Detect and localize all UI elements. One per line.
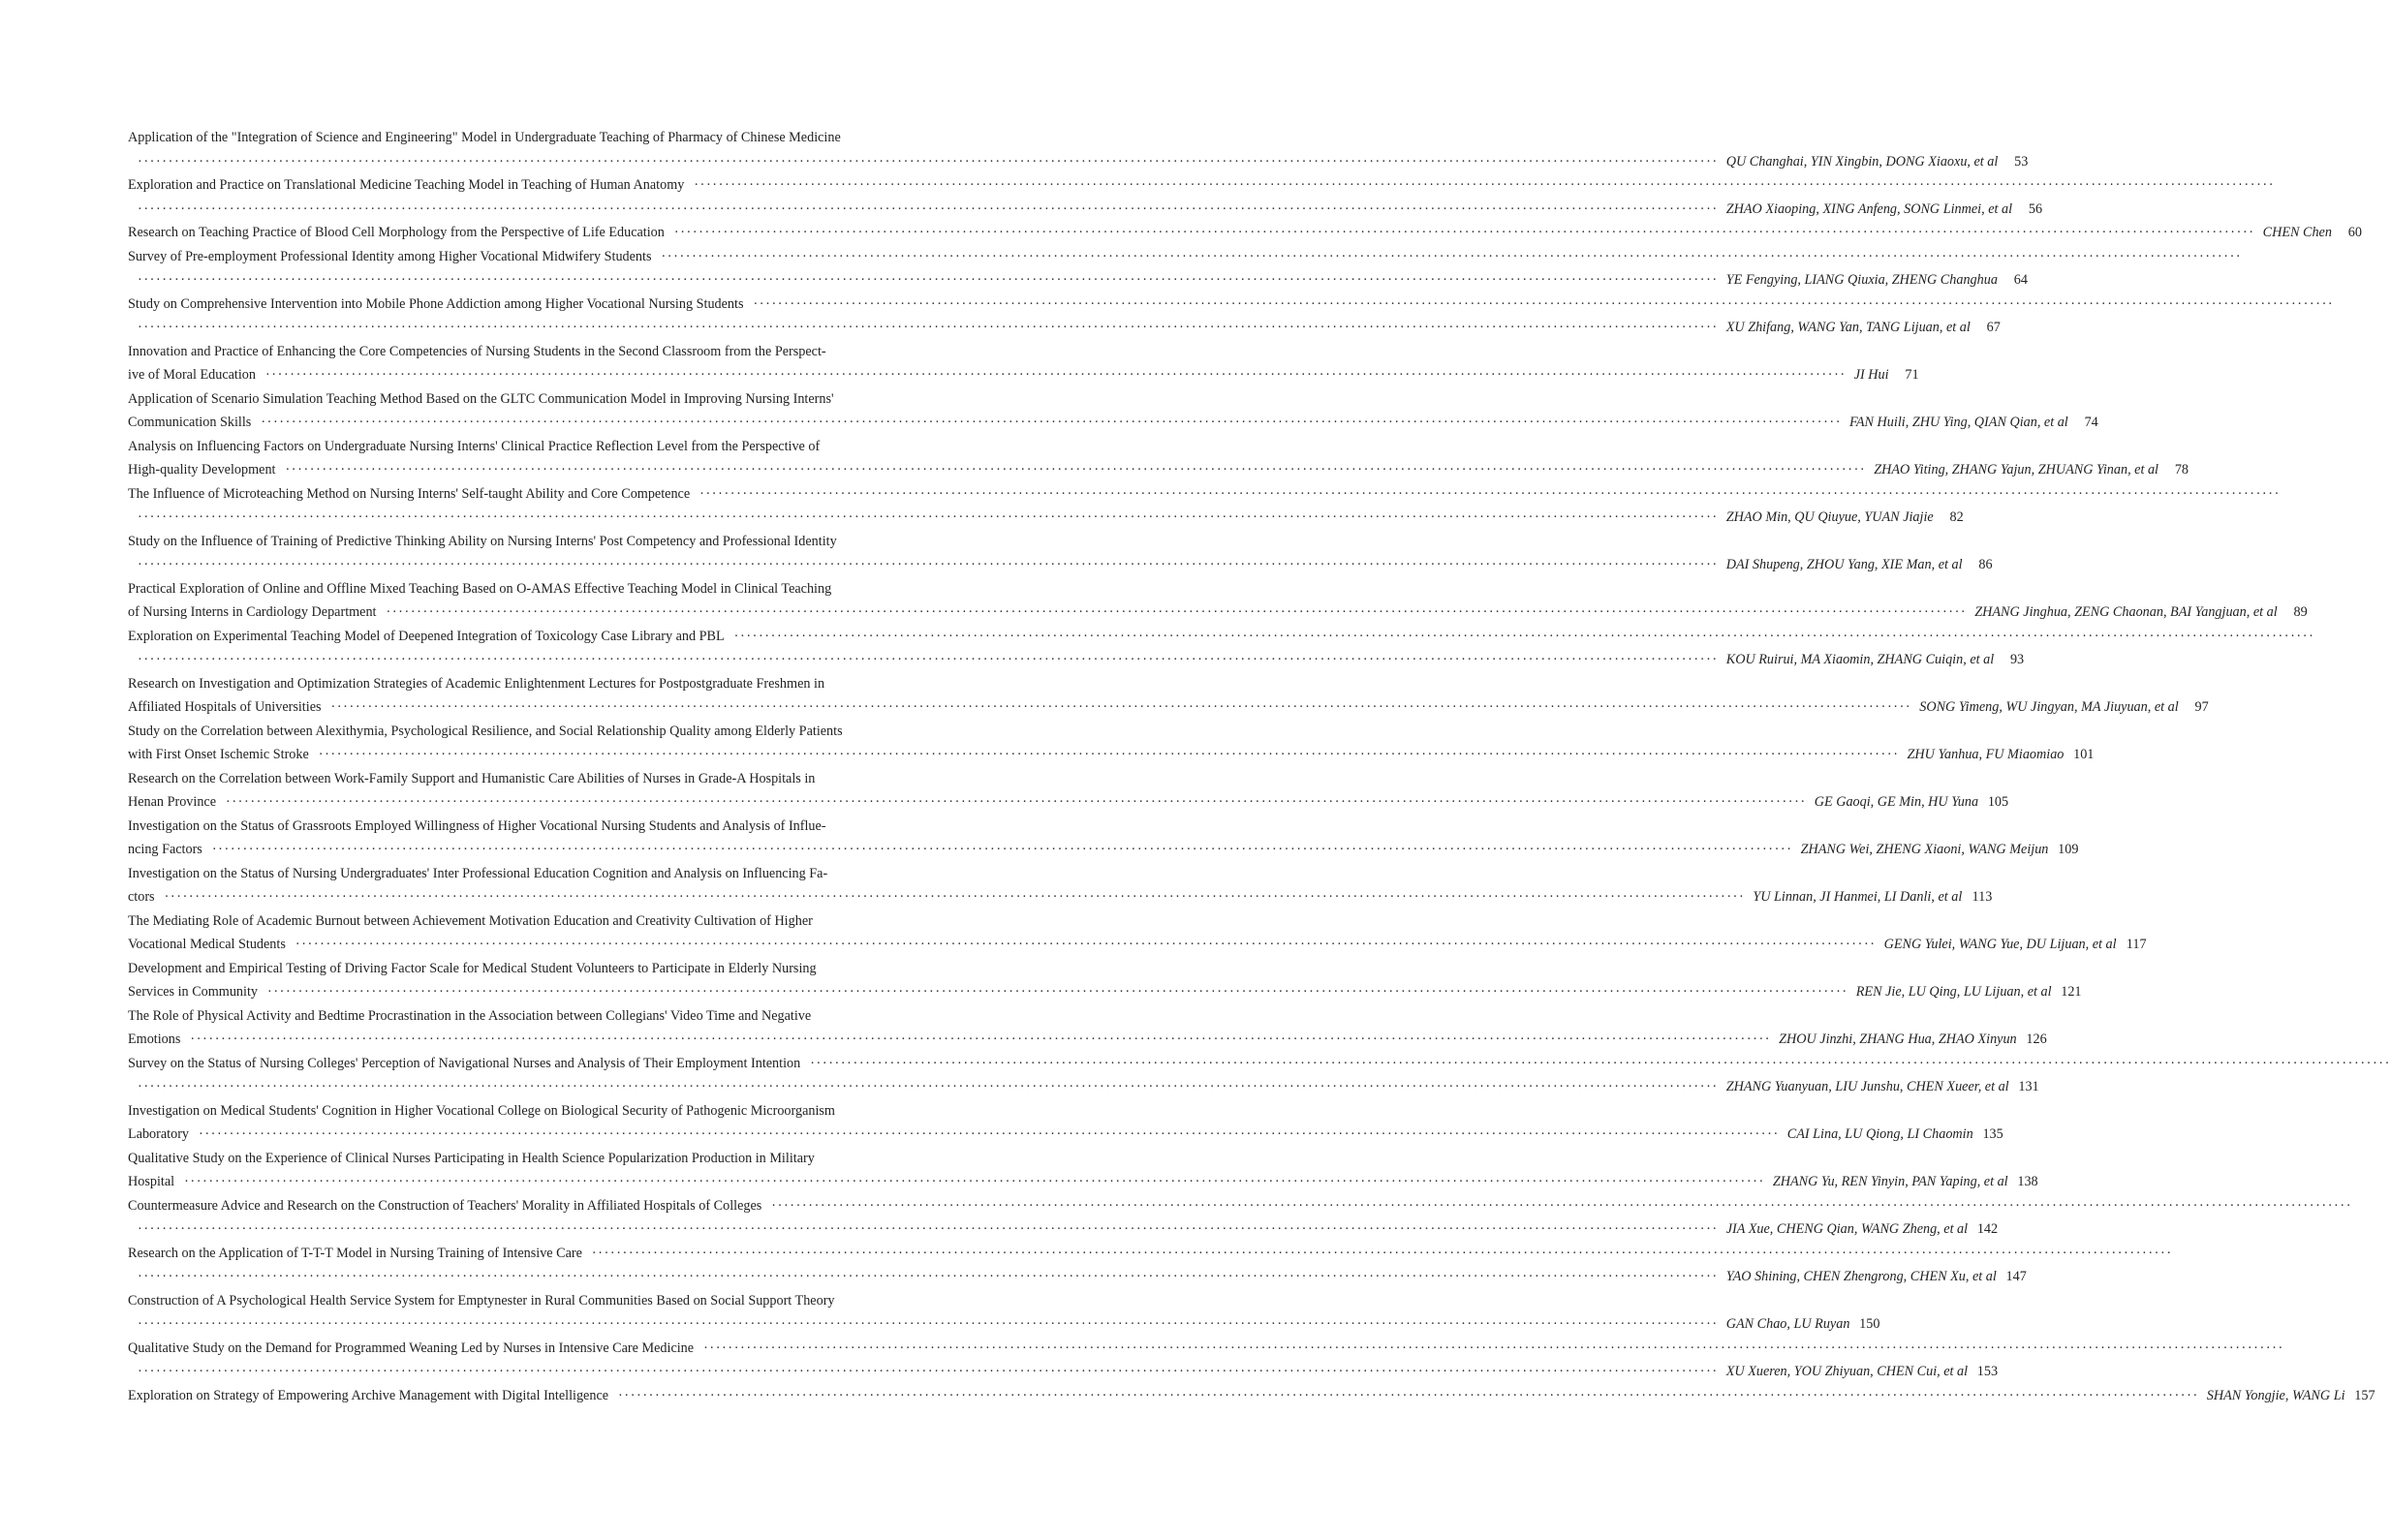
entry-title: Application of Scenario Simulation Teaching Method Based on the GLTC Communication Model in Improving Nursing Interns' bbox=[128, 390, 834, 407]
table-of-contents bbox=[128, 126, 2375, 1407]
entry-title: Hospital bbox=[128, 1174, 175, 1189]
entry-title: High-quality Development bbox=[128, 462, 276, 477]
entry-title: Affiliated Hospitals of Universities bbox=[128, 699, 322, 715]
toc-entry bbox=[128, 340, 1919, 387]
entry-title: Henan Province bbox=[128, 794, 217, 810]
entry-title: Research on Investigation and Optimization Strategies of Academic Enlightenment Lectures for Postpostgraduate Freshmen in bbox=[128, 675, 825, 692]
dot-leader bbox=[165, 885, 1746, 909]
entry-page: 53 bbox=[2014, 153, 2029, 169]
toc-line bbox=[128, 221, 2362, 245]
entry-title: Investigation on the Status of Nursing Undergraduates' Inter Professional Education Cognition and Analysis on Influencing Fa- bbox=[128, 865, 828, 881]
toc-author-line bbox=[128, 648, 2025, 672]
toc-line bbox=[128, 743, 2095, 767]
dot-leader bbox=[592, 1242, 2173, 1266]
entry-authors: ZHANG Wei, ZHENG Xiaoni, WANG Meijun bbox=[1800, 842, 2049, 857]
entry-title: Practical Exploration of Online and Offline Mixed Teaching Based on O-AMAS Effective Teaching Model in Clinical Teaching bbox=[128, 580, 832, 597]
entry-title: Study on the Influence of Training of Predictive Thinking Ability on Nursing Interns' Post Competency and Professional Identity bbox=[128, 533, 837, 549]
entry-page: 113 bbox=[1972, 889, 1993, 905]
toc-line bbox=[128, 293, 969, 317]
entry-page: 97 bbox=[2194, 699, 2209, 715]
toc-line bbox=[128, 530, 969, 554]
entry-title: Construction of A Psychological Health Service System for Emptynester in Rural Communities Based on Social Support Theory bbox=[128, 1292, 835, 1309]
dot-leader bbox=[753, 293, 2334, 317]
entry-authors: ZHAO Xiaoping, XING Anfeng, SONG Linmei, et al bbox=[1725, 200, 2013, 217]
toc-line bbox=[128, 625, 969, 649]
entry-title: The Mediating Role of Academic Burnout between Achievement Motivation Education and Creativity Cultivation of Higher bbox=[128, 912, 813, 929]
dot-leader bbox=[190, 1028, 1771, 1052]
entry-title: Exploration on Strategy of Empowering Archive Management with Digital Intelligence bbox=[128, 1387, 609, 1403]
dot-leader bbox=[138, 1075, 1719, 1099]
toc-line bbox=[128, 340, 969, 364]
entry-page: 71 bbox=[1905, 367, 1919, 383]
dot-leader bbox=[138, 198, 1719, 222]
dot-leader bbox=[199, 1123, 1780, 1147]
toc-line bbox=[128, 435, 969, 459]
entry-page: 82 bbox=[1949, 509, 1964, 525]
dot-leader bbox=[319, 743, 1900, 767]
toc-line bbox=[128, 909, 969, 934]
entry-title: Exploration on Experimental Teaching Model of Deepened Integration of Toxicology Case Library and PBL bbox=[128, 628, 725, 644]
toc-line bbox=[128, 1123, 2003, 1147]
toc-line bbox=[128, 1170, 2038, 1194]
entry-title: Investigation on Medical Students' Cognition in Higher Vocational College on Biological Security of Pathogenic Microorganism bbox=[128, 1102, 835, 1119]
toc-entry bbox=[128, 126, 2029, 173]
toc-line bbox=[128, 885, 1993, 909]
entry-page: 60 bbox=[2347, 225, 2362, 240]
dot-leader bbox=[295, 933, 1877, 957]
entry-page: 74 bbox=[2084, 415, 2098, 430]
entry-authors: ZHANG Yuanyuan, LIU Junshu, CHEN Xueer, et al bbox=[1725, 1079, 2009, 1094]
dot-leader bbox=[138, 316, 1719, 340]
dot-leader bbox=[267, 980, 1848, 1004]
entry-page: 121 bbox=[2061, 984, 2082, 1000]
toc-entry bbox=[128, 1242, 2027, 1289]
toc-line bbox=[128, 695, 2209, 720]
toc-line bbox=[128, 363, 1919, 387]
toc-entry bbox=[128, 293, 2001, 340]
entry-title: with First Onset Ischemic Stroke bbox=[128, 747, 309, 762]
entry-title: Survey of Pre-employment Professional Identity among Higher Vocational Midwifery Students bbox=[128, 248, 652, 264]
entry-title: of Nursing Interns in Cardiology Department bbox=[128, 604, 377, 620]
entry-page: 153 bbox=[1976, 1364, 1999, 1379]
entry-authors: ZHANG Jinghua, ZENG Chaonan, BAI Yangjuan, et al bbox=[1974, 604, 2278, 620]
dot-leader bbox=[810, 1052, 2391, 1076]
toc-line bbox=[128, 1289, 969, 1313]
toc-author-line bbox=[128, 150, 2029, 174]
toc-line bbox=[128, 838, 2079, 862]
dot-leader bbox=[212, 838, 1793, 862]
entry-page: 131 bbox=[2018, 1079, 2039, 1094]
toc-line bbox=[128, 957, 969, 981]
toc-entry bbox=[128, 245, 2028, 293]
entry-title: The Role of Physical Activity and Bedtime Procrastination in the Association between Collegians' Video Time and Negative bbox=[128, 1007, 812, 1024]
entry-authors: SONG Yimeng, WU Jingyan, MA Jiuyuan, et al bbox=[1919, 699, 2179, 715]
entry-authors: QU Changhai, YIN Xingbin, DONG Xiaoxu, et al bbox=[1725, 153, 1999, 169]
toc-entry bbox=[128, 173, 2043, 221]
toc-line bbox=[128, 862, 969, 886]
toc-author-line bbox=[128, 1360, 1999, 1384]
toc-author-line bbox=[128, 1265, 2027, 1289]
dot-leader bbox=[138, 1360, 1719, 1384]
toc-entry bbox=[128, 957, 2082, 1004]
toc-line bbox=[128, 720, 969, 744]
dot-leader bbox=[138, 268, 1719, 293]
toc-author-line bbox=[128, 553, 1993, 577]
entry-page: 56 bbox=[2028, 200, 2043, 217]
entry-authors: ZHANG Yu, REN Yinyin, PAN Yaping, et al bbox=[1772, 1174, 2008, 1189]
toc-line bbox=[128, 790, 2009, 815]
toc-line bbox=[128, 1337, 969, 1361]
entry-title: Study on Comprehensive Intervention into Mobile Phone Addiction among Higher Vocational Nursing Students bbox=[128, 295, 744, 312]
entry-page: 157 bbox=[2354, 1387, 2375, 1403]
entry-title: Qualitative Study on the Demand for Programmed Weaning Led by Nurses in Intensive Care Medicine bbox=[128, 1340, 695, 1356]
dot-leader bbox=[138, 1312, 1719, 1337]
toc-entry bbox=[128, 387, 2098, 435]
entry-title: ive of Moral Education bbox=[128, 367, 256, 383]
toc-entry bbox=[128, 482, 1964, 530]
entry-authors: DAI Shupeng, ZHOU Yang, XIE Man, et al bbox=[1725, 557, 1963, 572]
entry-page: 147 bbox=[2005, 1269, 2027, 1284]
entry-title: Exploration and Practice on Translational Medicine Teaching Model in Teaching of Human Anatomy bbox=[128, 177, 685, 193]
dot-leader bbox=[138, 1217, 1719, 1242]
entry-authors: YE Fengying, LIANG Qiuxia, ZHENG Changhua bbox=[1725, 272, 1998, 288]
toc-line bbox=[128, 767, 969, 791]
toc-line bbox=[128, 1194, 969, 1218]
entry-page: 142 bbox=[1976, 1221, 1999, 1237]
dot-leader bbox=[387, 601, 1968, 625]
entry-authors: ZHAO Yiting, ZHANG Yajun, ZHUANG Yinan, et al bbox=[1874, 462, 2158, 477]
toc-entry bbox=[128, 815, 2079, 862]
toc-entry bbox=[128, 625, 2025, 672]
entry-title: The Influence of Microteaching Method on Nursing Interns' Self-taught Ability and Core Competence bbox=[128, 485, 691, 502]
toc-entry bbox=[128, 1099, 2003, 1147]
entry-title: ncing Factors bbox=[128, 842, 202, 857]
entry-page: 109 bbox=[2058, 842, 2079, 857]
entry-authors: GENG Yulei, WANG Yue, DU Lijuan, et al bbox=[1883, 937, 2117, 952]
entry-title: Study on the Correlation between Alexithymia, Psychological Resilience, and Social Relationship Quality among Elderly Patients bbox=[128, 723, 843, 739]
toc-line bbox=[128, 411, 2098, 435]
entry-authors: CHEN Chen bbox=[2262, 225, 2332, 240]
toc-author-line bbox=[128, 1075, 2039, 1099]
toc-entry bbox=[128, 909, 2147, 957]
toc-line bbox=[128, 458, 2189, 482]
toc-line bbox=[128, 980, 2082, 1004]
entry-page: 150 bbox=[1859, 1316, 1880, 1332]
dot-leader bbox=[331, 695, 1912, 720]
entry-authors: CAI Lina, LU Qiong, LI Chaomin bbox=[1786, 1126, 1973, 1142]
toc-entry bbox=[128, 767, 2009, 815]
toc-entry bbox=[128, 1384, 2375, 1408]
toc-entry bbox=[128, 1147, 2038, 1194]
dot-leader bbox=[138, 506, 1719, 530]
toc-line bbox=[128, 1242, 969, 1266]
entry-page: 135 bbox=[1982, 1126, 2003, 1142]
entry-page: 78 bbox=[2174, 462, 2189, 477]
entry-title: Vocational Medical Students bbox=[128, 937, 286, 952]
entry-page: 126 bbox=[2026, 1032, 2047, 1047]
entry-title: Research on the Correlation between Work-Family Support and Humanistic Care Abilities of Nurses in Grade-A Hospitals in bbox=[128, 770, 816, 786]
dot-leader bbox=[618, 1384, 2199, 1408]
toc-entry bbox=[128, 221, 2362, 245]
entry-authors: KOU Ruirui, MA Xiaomin, ZHANG Cuiqin, et al bbox=[1725, 652, 1995, 667]
toc-author-line bbox=[128, 198, 2043, 222]
dot-leader bbox=[138, 648, 1719, 672]
entry-title: ctors bbox=[128, 889, 155, 905]
entry-title: Communication Skills bbox=[128, 415, 252, 430]
entry-authors: YU Linnan, JI Hanmei, LI Danli, et al bbox=[1753, 889, 1963, 905]
dot-leader bbox=[694, 173, 2275, 198]
entry-page: 64 bbox=[2013, 272, 2028, 288]
entry-title: Services in Community bbox=[128, 984, 258, 1000]
dot-leader bbox=[285, 458, 1866, 482]
entry-title: Countermeasure Advice and Research on the Construction of Teachers' Morality in Affiliated Hospitals of Colleges bbox=[128, 1197, 762, 1214]
entry-authors: XU Xueren, YOU Zhiyuan, CHEN Cui, et al bbox=[1725, 1364, 1969, 1379]
toc-author-line bbox=[128, 1312, 1880, 1337]
toc-line bbox=[128, 126, 969, 150]
dot-leader bbox=[734, 625, 2315, 649]
dot-leader bbox=[699, 482, 2281, 507]
dot-leader bbox=[261, 411, 1842, 435]
dot-leader bbox=[138, 553, 1719, 577]
dot-leader bbox=[674, 221, 2255, 245]
toc-entry bbox=[128, 672, 2209, 720]
toc-entry bbox=[128, 720, 2095, 767]
dot-leader bbox=[138, 150, 1719, 174]
dot-leader bbox=[771, 1194, 2352, 1218]
toc-line bbox=[128, 1099, 969, 1124]
dot-leader bbox=[265, 363, 1847, 387]
entry-authors: ZHAO Min, QU Qiuyue, YUAN Jiajie bbox=[1725, 509, 1934, 525]
toc-line bbox=[128, 1028, 2047, 1052]
toc-line bbox=[128, 672, 969, 696]
toc-author-line bbox=[128, 1217, 1999, 1242]
toc-entry bbox=[128, 1289, 1880, 1337]
toc-entry bbox=[128, 577, 2308, 625]
toc-line bbox=[128, 1384, 2375, 1408]
toc-line bbox=[128, 577, 969, 601]
toc-author-line bbox=[128, 506, 1964, 530]
entry-title: Research on Teaching Practice of Blood Cell Morphology from the Perspective of Life Education bbox=[128, 225, 665, 240]
toc-entry bbox=[128, 1004, 2047, 1052]
entry-title: Emotions bbox=[128, 1032, 181, 1047]
toc-line bbox=[128, 1004, 969, 1029]
entry-title: Survey on the Status of Nursing Colleges' Perception of Navigational Nurses and Analysis of Their Employment Intention bbox=[128, 1055, 801, 1071]
toc-line bbox=[128, 173, 969, 198]
toc-line bbox=[128, 815, 969, 839]
toc-line bbox=[128, 1147, 969, 1171]
dot-leader bbox=[703, 1337, 2284, 1361]
toc-line bbox=[128, 933, 2147, 957]
entry-title: Analysis on Influencing Factors on Undergraduate Nursing Interns' Clinical Practice Reflection Level from the Perspective of bbox=[128, 438, 821, 454]
toc-line bbox=[128, 601, 2308, 625]
entry-title: Application of the "Integration of Science and Engineering" Model in Undergraduate Teaching of Pharmacy of Chinese Medicine bbox=[128, 130, 841, 145]
entry-page: 117 bbox=[2126, 937, 2147, 952]
entry-authors: GAN Chao, LU Ruyan bbox=[1725, 1316, 1850, 1332]
toc-entry bbox=[128, 435, 2189, 482]
entry-page: 138 bbox=[2017, 1174, 2038, 1189]
entry-title: Innovation and Practice of Enhancing the Core Competencies of Nursing Students in the Second Classroom from the Perspect- bbox=[128, 343, 826, 359]
entry-authors: REN Jie, LU Qing, LU Lijuan, et al bbox=[1855, 984, 2052, 1000]
entry-title: Research on the Application of T-T-T Model in Nursing Training of Intensive Care bbox=[128, 1245, 582, 1261]
dot-leader bbox=[661, 245, 2242, 269]
entry-title: Laboratory bbox=[128, 1126, 190, 1142]
entry-page: 105 bbox=[1987, 794, 2009, 810]
entry-authors: ZHU Yanhua, FU Miaomiao bbox=[1907, 747, 2065, 762]
toc-line bbox=[128, 387, 969, 412]
toc-line bbox=[128, 245, 969, 269]
entry-title: Investigation on the Status of Grassroots Employed Willingness of Higher Vocational Nursing Students and Analysis of Influe- bbox=[128, 817, 826, 834]
dot-leader bbox=[226, 790, 1807, 815]
toc-entry bbox=[128, 1194, 1999, 1242]
entry-page: 101 bbox=[2073, 747, 2095, 762]
dot-leader bbox=[184, 1170, 1765, 1194]
entry-title: Development and Empirical Testing of Driving Factor Scale for Medical Student Volunteers to Participate in Elderly Nursing bbox=[128, 960, 817, 976]
entry-authors: GE Gaoqi, GE Min, HU Yuna bbox=[1814, 794, 1979, 810]
toc-line bbox=[128, 482, 969, 507]
entry-authors: SHAN Yongjie, WANG Li bbox=[2206, 1387, 2345, 1403]
toc-entry bbox=[128, 1052, 2039, 1099]
entry-title: Qualitative Study on the Experience of Clinical Nurses Participating in Health Science Popularization Production in Military bbox=[128, 1150, 815, 1166]
toc-author-line bbox=[128, 268, 2028, 293]
dot-leader bbox=[138, 1265, 1719, 1289]
entry-authors: JI Hui bbox=[1853, 367, 1889, 383]
entry-authors: XU Zhifang, WANG Yan, TANG Lijuan, et al bbox=[1725, 320, 1971, 335]
toc-entry bbox=[128, 862, 1993, 909]
entry-page: 89 bbox=[2293, 604, 2308, 620]
entry-authors: JIA Xue, CHENG Qian, WANG Zheng, et al bbox=[1725, 1221, 1969, 1237]
toc-author-line bbox=[128, 316, 2001, 340]
entry-authors: ZHOU Jinzhi, ZHANG Hua, ZHAO Xinyun bbox=[1779, 1032, 2017, 1047]
entry-page: 86 bbox=[1978, 557, 1993, 572]
entry-page: 67 bbox=[1986, 320, 2001, 335]
toc-entry bbox=[128, 530, 1993, 577]
toc-entry bbox=[128, 1337, 1999, 1384]
entry-authors: FAN Huili, ZHU Ying, QIAN Qian, et al bbox=[1849, 415, 2068, 430]
entry-page: 93 bbox=[2009, 652, 2025, 667]
toc-line bbox=[128, 1052, 969, 1076]
entry-authors: YAO Shining, CHEN Zhengrong, CHEN Xu, et al bbox=[1725, 1269, 1997, 1284]
